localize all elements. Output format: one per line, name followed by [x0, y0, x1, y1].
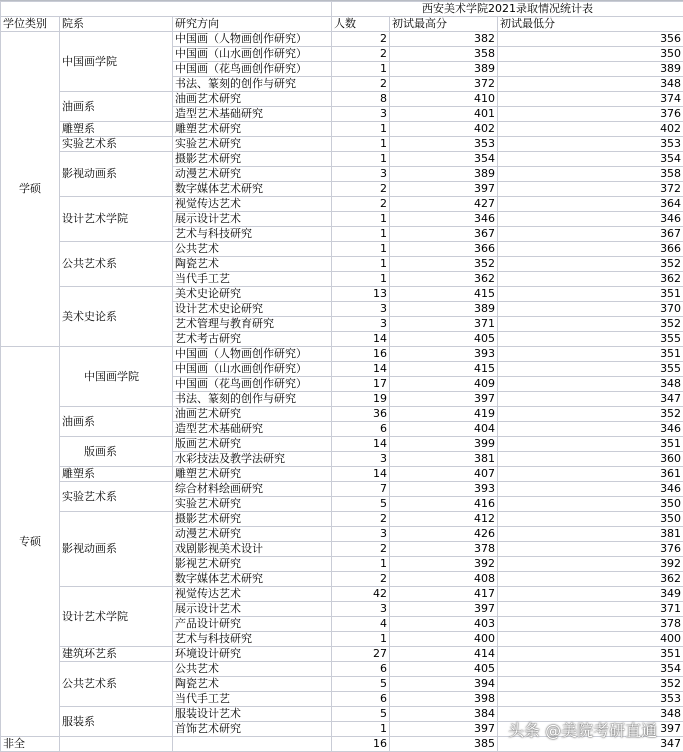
direction-cell[interactable]: 动漫艺术研究 [173, 167, 332, 182]
department-cell[interactable]: 美术史论系 [60, 287, 173, 347]
count-cell[interactable]: 14 [332, 332, 390, 347]
count-cell[interactable]: 14 [332, 437, 390, 452]
direction-cell[interactable] [173, 737, 332, 752]
max-score-cell[interactable]: 403 [390, 617, 498, 632]
min-score-cell[interactable]: 348 [498, 707, 683, 722]
min-score-cell[interactable]: 364 [498, 197, 683, 212]
max-score-cell[interactable]: 427 [390, 197, 498, 212]
min-score-cell[interactable]: 402 [498, 122, 683, 137]
count-cell[interactable]: 1 [332, 137, 390, 152]
count-cell[interactable]: 2 [332, 572, 390, 587]
direction-cell[interactable]: 陶瓷艺术 [173, 257, 332, 272]
table-row [1, 32, 683, 47]
count-cell[interactable]: 1 [332, 272, 390, 287]
max-score-cell[interactable]: 426 [390, 527, 498, 542]
min-score-cell[interactable]: 376 [498, 542, 683, 557]
min-score-cell[interactable]: 392 [498, 557, 683, 572]
min-score-cell[interactable]: 400 [498, 632, 683, 647]
table-row [1, 437, 683, 452]
count-cell[interactable]: 1 [332, 62, 390, 77]
min-score-cell[interactable]: 346 [498, 212, 683, 227]
department-cell[interactable]: 版画系 [60, 437, 173, 467]
count-cell[interactable]: 1 [332, 212, 390, 227]
table-row [1, 482, 683, 497]
direction-cell[interactable]: 戏剧影视美术设计 [173, 542, 332, 557]
direction-cell[interactable]: 当代手工艺 [173, 692, 332, 707]
min-score-cell[interactable]: 350 [498, 47, 683, 62]
max-score-cell[interactable]: 353 [390, 137, 498, 152]
count-cell[interactable]: 14 [332, 362, 390, 377]
max-score-cell[interactable]: 393 [390, 482, 498, 497]
min-score-cell[interactable]: 378 [498, 617, 683, 632]
direction-cell[interactable]: 数字媒体艺术研究 [173, 572, 332, 587]
department-cell[interactable] [60, 737, 173, 752]
max-score-cell[interactable]: 415 [390, 362, 498, 377]
max-score-cell[interactable]: 405 [390, 332, 498, 347]
min-score-cell[interactable]: 351 [498, 647, 683, 662]
table-row [1, 197, 683, 212]
min-score-cell[interactable]: 362 [498, 272, 683, 287]
max-score-cell[interactable]: 394 [390, 677, 498, 692]
min-score-cell[interactable]: 346 [498, 422, 683, 437]
max-score-cell[interactable]: 404 [390, 422, 498, 437]
count-cell[interactable]: 5 [332, 497, 390, 512]
max-score-cell[interactable]: 378 [390, 542, 498, 557]
direction-cell[interactable]: 造型艺术基础研究 [173, 422, 332, 437]
direction-cell[interactable]: 影视艺术研究 [173, 557, 332, 572]
min-score-cell[interactable]: 376 [498, 107, 683, 122]
direction-cell[interactable]: 雕塑艺术研究 [173, 467, 332, 482]
min-score-cell[interactable]: 381 [498, 527, 683, 542]
count-cell[interactable]: 5 [332, 677, 390, 692]
min-score-cell[interactable]: 347 [498, 737, 683, 752]
department-cell[interactable]: 雕塑系 [60, 467, 173, 482]
direction-cell[interactable]: 中国画（山水画创作研究） [173, 362, 332, 377]
direction-cell[interactable]: 摄影艺术研究 [173, 512, 332, 527]
count-cell[interactable]: 1 [332, 227, 390, 242]
table-row [1, 122, 683, 137]
department-cell[interactable]: 服装系 [60, 707, 173, 737]
header-department[interactable]: 院系 [60, 17, 173, 32]
direction-cell[interactable]: 摄影艺术研究 [173, 152, 332, 167]
header-max-score[interactable]: 初试最高分 [390, 17, 498, 32]
direction-cell[interactable]: 实验艺术研究 [173, 497, 332, 512]
table-row [1, 287, 683, 302]
department-cell[interactable]: 公共艺术系 [60, 662, 173, 707]
count-cell[interactable]: 3 [332, 107, 390, 122]
max-score-cell[interactable]: 417 [390, 587, 498, 602]
count-cell[interactable]: 1 [332, 722, 390, 737]
min-score-cell[interactable]: 355 [498, 332, 683, 347]
count-cell[interactable]: 1 [332, 632, 390, 647]
direction-cell[interactable]: 中国画（人物画创作研究） [173, 32, 332, 47]
direction-cell[interactable]: 产品设计研究 [173, 617, 332, 632]
min-score-cell[interactable]: 351 [498, 437, 683, 452]
direction-cell[interactable]: 视觉传达艺术 [173, 587, 332, 602]
header-min-score[interactable]: 初试最低分 [498, 17, 683, 32]
min-score-cell[interactable]: 354 [498, 662, 683, 677]
table-row [1, 662, 683, 677]
max-score-cell[interactable]: 346 [390, 212, 498, 227]
table-row [1, 467, 683, 482]
header-row [1, 17, 683, 32]
department-cell[interactable]: 实验艺术系 [60, 137, 173, 152]
min-score-cell[interactable]: 361 [498, 467, 683, 482]
direction-cell[interactable]: 艺术管理与教育研究 [173, 317, 332, 332]
count-cell[interactable]: 1 [332, 242, 390, 257]
count-cell[interactable]: 3 [332, 167, 390, 182]
min-score-cell[interactable]: 354 [498, 152, 683, 167]
max-score-cell[interactable]: 397 [390, 392, 498, 407]
direction-cell[interactable]: 中国画（人物画创作研究） [173, 347, 332, 362]
direction-cell[interactable]: 水彩技法及教学法研究 [173, 452, 332, 467]
count-cell[interactable]: 7 [332, 482, 390, 497]
max-score-cell[interactable]: 397 [390, 602, 498, 617]
max-score-cell[interactable]: 398 [390, 692, 498, 707]
min-score-cell[interactable]: 360 [498, 452, 683, 467]
direction-cell[interactable]: 首饰艺术研究 [173, 722, 332, 737]
max-score-cell[interactable]: 362 [390, 272, 498, 287]
count-cell[interactable]: 16 [332, 737, 390, 752]
direction-cell[interactable]: 展示设计艺术 [173, 212, 332, 227]
department-cell[interactable]: 设计艺术学院 [60, 587, 173, 647]
max-score-cell[interactable]: 416 [390, 497, 498, 512]
degree-type-cell[interactable]: 非全 [1, 737, 60, 752]
max-score-cell[interactable]: 358 [390, 47, 498, 62]
min-score-cell[interactable]: 352 [498, 257, 683, 272]
direction-cell[interactable]: 展示设计艺术 [173, 602, 332, 617]
max-score-cell[interactable]: 410 [390, 92, 498, 107]
department-cell[interactable]: 公共艺术系 [60, 242, 173, 287]
max-score-cell[interactable]: 412 [390, 512, 498, 527]
max-score-cell[interactable]: 415 [390, 287, 498, 302]
max-score-cell[interactable]: 392 [390, 557, 498, 572]
table-row [1, 512, 683, 527]
direction-cell[interactable]: 油画艺术研究 [173, 92, 332, 107]
table-row [1, 152, 683, 167]
header-direction[interactable]: 研究方向 [173, 17, 332, 32]
max-score-cell[interactable]: 401 [390, 107, 498, 122]
max-score-cell[interactable]: 419 [390, 407, 498, 422]
count-cell[interactable]: 14 [332, 467, 390, 482]
count-cell[interactable]: 2 [332, 32, 390, 47]
min-score-cell[interactable]: 347 [498, 392, 683, 407]
direction-cell[interactable]: 动漫艺术研究 [173, 527, 332, 542]
count-cell[interactable]: 19 [332, 392, 390, 407]
count-cell[interactable]: 17 [332, 377, 390, 392]
count-cell[interactable]: 3 [332, 302, 390, 317]
count-cell[interactable]: 1 [332, 122, 390, 137]
admission-stats-table [0, 1, 683, 752]
direction-cell[interactable]: 版画艺术研究 [173, 437, 332, 452]
min-score-cell[interactable]: 397 [498, 722, 683, 737]
max-score-cell[interactable]: 382 [390, 32, 498, 47]
count-cell[interactable]: 36 [332, 407, 390, 422]
min-score-cell[interactable]: 389 [498, 62, 683, 77]
table-row [1, 707, 683, 722]
min-score-cell[interactable]: 367 [498, 227, 683, 242]
count-cell[interactable]: 42 [332, 587, 390, 602]
table-row [1, 137, 683, 152]
max-score-cell[interactable]: 393 [390, 347, 498, 362]
count-cell[interactable]: 16 [332, 347, 390, 362]
direction-cell[interactable]: 书法、篆刻的创作与研究 [173, 392, 332, 407]
max-score-cell[interactable]: 389 [390, 167, 498, 182]
direction-cell[interactable]: 综合材料绘画研究 [173, 482, 332, 497]
direction-cell[interactable]: 中国画（花鸟画创作研究） [173, 377, 332, 392]
department-cell[interactable]: 建筑环艺系 [60, 647, 173, 662]
direction-cell[interactable]: 公共艺术 [173, 242, 332, 257]
title-blank-cell[interactable] [1, 2, 332, 17]
min-score-cell[interactable]: 356 [498, 32, 683, 47]
count-cell[interactable]: 8 [332, 92, 390, 107]
max-score-cell[interactable]: 354 [390, 152, 498, 167]
min-score-cell[interactable]: 348 [498, 77, 683, 92]
direction-cell[interactable]: 视觉传达艺术 [173, 197, 332, 212]
min-score-cell[interactable]: 351 [498, 347, 683, 362]
part-time-row [1, 737, 683, 752]
count-cell[interactable]: 2 [332, 512, 390, 527]
max-score-cell[interactable]: 405 [390, 662, 498, 677]
title-row [1, 2, 683, 17]
min-score-cell[interactable]: 374 [498, 92, 683, 107]
degree-type-cell[interactable]: 学硕 [1, 32, 60, 347]
max-score-cell[interactable]: 397 [390, 722, 498, 737]
table-row [1, 587, 683, 602]
max-score-cell[interactable]: 372 [390, 77, 498, 92]
min-score-cell[interactable]: 351 [498, 287, 683, 302]
direction-cell[interactable]: 美术史论研究 [173, 287, 332, 302]
min-score-cell[interactable]: 358 [498, 167, 683, 182]
table-row [1, 92, 683, 107]
max-score-cell[interactable]: 389 [390, 62, 498, 77]
count-cell[interactable]: 6 [332, 662, 390, 677]
count-cell[interactable]: 2 [332, 47, 390, 62]
count-cell[interactable]: 2 [332, 542, 390, 557]
direction-cell[interactable]: 公共艺术 [173, 662, 332, 677]
min-score-cell[interactable]: 366 [498, 242, 683, 257]
min-score-cell[interactable]: 372 [498, 182, 683, 197]
department-cell[interactable]: 油画系 [60, 92, 173, 122]
min-score-cell[interactable]: 348 [498, 377, 683, 392]
header-count[interactable]: 人数 [332, 17, 390, 32]
table-row [1, 242, 683, 257]
min-score-cell[interactable]: 371 [498, 602, 683, 617]
direction-cell[interactable]: 油画艺术研究 [173, 407, 332, 422]
direction-cell[interactable]: 中国画（山水画创作研究） [173, 47, 332, 62]
count-cell[interactable]: 3 [332, 602, 390, 617]
direction-cell[interactable]: 艺术考古研究 [173, 332, 332, 347]
department-cell[interactable]: 实验艺术系 [60, 482, 173, 512]
count-cell[interactable]: 3 [332, 527, 390, 542]
table-row [1, 407, 683, 422]
count-cell[interactable]: 3 [332, 452, 390, 467]
max-score-cell[interactable]: 381 [390, 452, 498, 467]
count-cell[interactable]: 5 [332, 707, 390, 722]
max-score-cell[interactable]: 399 [390, 437, 498, 452]
max-score-cell[interactable]: 402 [390, 122, 498, 137]
watermark: 头条 @美院考研直通 [508, 718, 657, 741]
min-score-cell[interactable]: 346 [498, 482, 683, 497]
max-score-cell[interactable]: 385 [390, 737, 498, 752]
degree-type-cell[interactable]: 专硕 [1, 347, 60, 737]
direction-cell[interactable]: 艺术与科技研究 [173, 227, 332, 242]
direction-cell[interactable]: 中国画（花鸟画创作研究） [173, 62, 332, 77]
count-cell[interactable]: 1 [332, 257, 390, 272]
count-cell[interactable]: 6 [332, 422, 390, 437]
direction-cell[interactable]: 陶瓷艺术 [173, 677, 332, 692]
min-score-cell[interactable]: 362 [498, 572, 683, 587]
table-title[interactable]: 西安美术学院2021录取情况统计表 [332, 2, 683, 17]
department-cell[interactable]: 雕塑系 [60, 122, 173, 137]
max-score-cell[interactable]: 367 [390, 227, 498, 242]
min-score-cell[interactable]: 352 [498, 317, 683, 332]
min-score-cell[interactable]: 353 [498, 137, 683, 152]
direction-cell[interactable]: 当代手工艺 [173, 272, 332, 287]
department-cell[interactable]: 影视动画系 [60, 152, 173, 197]
max-score-cell[interactable]: 366 [390, 242, 498, 257]
table-row [1, 647, 683, 662]
table-row [1, 347, 683, 362]
max-score-cell[interactable]: 352 [390, 257, 498, 272]
department-cell[interactable]: 油画系 [60, 407, 173, 437]
max-score-cell[interactable]: 407 [390, 467, 498, 482]
max-score-cell[interactable]: 414 [390, 647, 498, 662]
min-score-cell[interactable]: 353 [498, 692, 683, 707]
min-score-cell[interactable]: 350 [498, 512, 683, 527]
count-cell[interactable]: 2 [332, 77, 390, 92]
department-cell[interactable]: 影视动画系 [60, 512, 173, 587]
max-score-cell[interactable]: 371 [390, 317, 498, 332]
direction-cell[interactable]: 雕塑艺术研究 [173, 122, 332, 137]
department-cell[interactable]: 中国画学院 [60, 32, 173, 92]
department-cell[interactable]: 设计艺术学院 [60, 197, 173, 242]
min-score-cell[interactable]: 352 [498, 677, 683, 692]
direction-cell[interactable]: 艺术与科技研究 [173, 632, 332, 647]
direction-cell[interactable]: 书法、篆刻的创作与研究 [173, 77, 332, 92]
count-cell[interactable]: 27 [332, 647, 390, 662]
max-score-cell[interactable]: 384 [390, 707, 498, 722]
min-score-cell[interactable]: 370 [498, 302, 683, 317]
min-score-cell[interactable]: 355 [498, 362, 683, 377]
count-cell[interactable]: 2 [332, 197, 390, 212]
max-score-cell[interactable]: 409 [390, 377, 498, 392]
count-cell[interactable]: 4 [332, 617, 390, 632]
count-cell[interactable]: 1 [332, 557, 390, 572]
max-score-cell[interactable]: 389 [390, 302, 498, 317]
direction-cell[interactable]: 环境设计研究 [173, 647, 332, 662]
direction-cell[interactable]: 设计艺术史论研究 [173, 302, 332, 317]
count-cell[interactable]: 1 [332, 152, 390, 167]
department-cell[interactable]: 中国画学院 [60, 347, 173, 407]
min-score-cell[interactable]: 352 [498, 407, 683, 422]
count-cell[interactable]: 2 [332, 182, 390, 197]
header-degree-type[interactable]: 学位类别 [1, 17, 60, 32]
min-score-cell[interactable]: 350 [498, 497, 683, 512]
count-cell[interactable]: 3 [332, 317, 390, 332]
max-score-cell[interactable]: 397 [390, 182, 498, 197]
direction-cell[interactable]: 服装设计艺术 [173, 707, 332, 722]
min-score-cell[interactable]: 349 [498, 587, 683, 602]
max-score-cell[interactable]: 400 [390, 632, 498, 647]
direction-cell[interactable]: 数字媒体艺术研究 [173, 182, 332, 197]
max-score-cell[interactable]: 408 [390, 572, 498, 587]
direction-cell[interactable]: 造型艺术基础研究 [173, 107, 332, 122]
direction-cell[interactable]: 实验艺术研究 [173, 137, 332, 152]
count-cell[interactable]: 6 [332, 692, 390, 707]
count-cell[interactable]: 13 [332, 287, 390, 302]
